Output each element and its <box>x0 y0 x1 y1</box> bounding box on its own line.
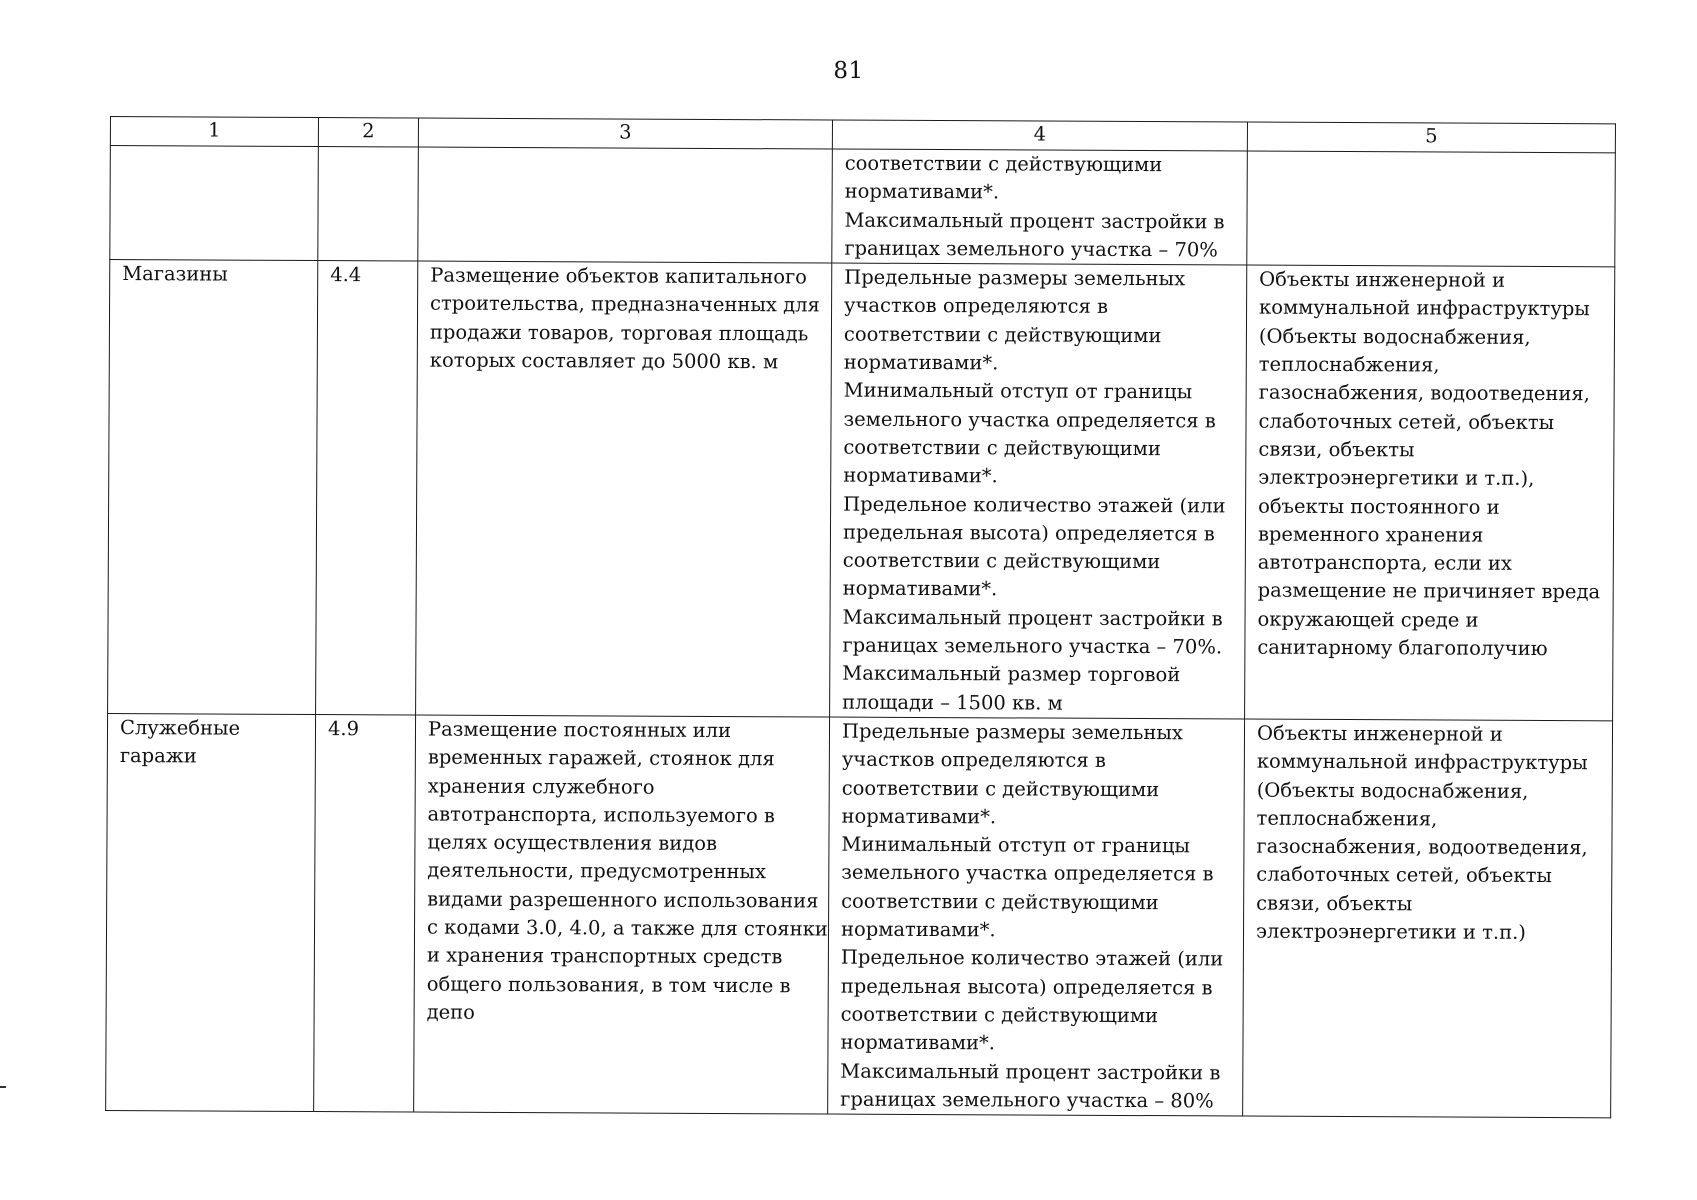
text-line: продажи товаров, торговая площадь <box>429 320 809 346</box>
text-line: электроэнергетики и т.п.), <box>1258 465 1535 491</box>
cell-auxiliary-uses <box>1243 719 1613 1118</box>
text-line: соответствии с действующими <box>841 776 1160 801</box>
cell-use-code <box>314 714 416 1112</box>
text-line: деятельности, предусмотренных <box>427 858 767 884</box>
text-line: Размещение постоянных или <box>427 717 732 742</box>
cell-use-name <box>108 260 318 715</box>
text-line: целях осуществления видов <box>427 830 718 856</box>
text-line: окружающей среде и <box>1257 607 1479 632</box>
column-header-4: 4 <box>832 120 1247 151</box>
text-line: предельная высота) определяется в <box>840 974 1213 1000</box>
text-line: (Объекты водоснабжения, <box>1258 324 1531 349</box>
text-line: Предельные размеры земельных <box>844 265 1186 291</box>
text-line: соответствии с действующими <box>841 889 1159 914</box>
cell-use-description <box>416 261 832 717</box>
text-line: Предельные размеры земельных <box>841 719 1183 745</box>
text-line: электроэнергетики и т.п.) <box>1255 919 1526 944</box>
page-number: 81 <box>833 58 864 84</box>
text-line: нормативами*. <box>841 804 997 829</box>
text-line: нормативами*. <box>842 577 998 601</box>
text-line: слаботочных сетей, объекты <box>1256 863 1553 888</box>
text-line: гаражи <box>119 744 197 768</box>
cell-use-name <box>106 713 316 1111</box>
cell-use-parameters <box>830 263 1247 719</box>
text-line: депо <box>426 1000 475 1024</box>
text-line: связи, объекты <box>1256 891 1413 916</box>
text-line: соответствии с действующими <box>842 548 1161 574</box>
text-line: Максимальный процент застройки в <box>840 1059 1221 1084</box>
cell-use-description <box>414 715 830 1114</box>
text-line: Объекты инженерной и <box>1256 721 1503 746</box>
text-line: видами разрешенного использования <box>427 887 819 913</box>
text-line: участков определяются в <box>844 294 1109 319</box>
text-line: 4.4 <box>330 263 362 287</box>
zoning-table <box>105 116 1616 1118</box>
cell-use-parameters <box>832 149 1248 265</box>
column-header-1: 1 <box>110 117 318 147</box>
cell-auxiliary-uses <box>1245 265 1615 721</box>
cell-use-code <box>316 261 418 715</box>
text-line: связи, объекты <box>1258 437 1415 462</box>
text-line: соответствии с действующими <box>843 322 1162 347</box>
text-line: объекты постоянного и <box>1258 494 1500 519</box>
text-line: общего пользования, в том числе в <box>426 972 791 997</box>
text-line: соответствии с действующими <box>840 1002 1159 1028</box>
table-row-continuation <box>110 146 1616 268</box>
text-line: границах земельного участка – 70%. <box>842 633 1223 659</box>
text-line: автотранспорта, если их <box>1257 550 1512 576</box>
cell-use-parameters <box>828 717 1245 1116</box>
text-line: Предельное количество этажей (или <box>840 945 1224 971</box>
text-line: предельная высота) определяется в <box>842 520 1215 546</box>
text-line: Служебные <box>119 715 241 740</box>
text-line: границах земельного участка – 70% <box>844 236 1218 262</box>
text-line: с кодами 3.0, 4.0, а также для стоянки <box>426 915 828 941</box>
column-header-3: 3 <box>418 118 832 149</box>
scan-edge-mark <box>0 1086 6 1088</box>
text-line: Минимальный отступ от границы <box>841 832 1190 858</box>
text-line: газоснабжения, водоотведения, <box>1258 380 1590 406</box>
text-line: соответствии с действующими <box>843 435 1161 461</box>
cell-use-description <box>418 147 833 263</box>
text-line: размещение не причиняет вреда <box>1257 579 1601 604</box>
text-line: участков определяются в <box>841 747 1106 773</box>
text-line: Максимальный процент застройки в <box>842 605 1223 631</box>
text-line: Максимальный процент застройки в <box>844 208 1225 234</box>
text-line: коммунальной инфраструктуры <box>1256 749 1588 775</box>
text-line: теплоснабжения, <box>1256 806 1438 831</box>
column-header-5: 5 <box>1247 122 1615 153</box>
text-line: нормативами*. <box>843 463 998 488</box>
text-line: Размещение объектов капитального <box>430 263 808 289</box>
cell-auxiliary-uses <box>1247 151 1616 267</box>
text-line: слаботочных сетей, объекты <box>1258 409 1555 434</box>
text-line: газоснабжения, водоотведения, <box>1256 834 1588 860</box>
column-header-2: 2 <box>318 118 418 147</box>
text-line: нормативами*. <box>844 179 1000 204</box>
text-line: нормативами*. <box>840 1030 996 1055</box>
table-row-shops <box>108 260 1615 721</box>
text-line: земельного участка определяется в <box>841 861 1214 886</box>
text-line: строительства, предназначенных для <box>430 292 820 317</box>
text-line: хранения служебного <box>427 774 655 799</box>
text-line: 4.9 <box>327 717 360 741</box>
text-line: Предельное количество этажей (или <box>843 492 1226 518</box>
text-line: границах земельного участка – 80% <box>840 1087 1214 1113</box>
text-line: временных гаражей, стоянок для <box>427 745 775 771</box>
text-line: и хранения транспортных средств <box>426 943 783 969</box>
text-line: нормативами*. <box>840 917 996 942</box>
text-line: соответствии с действующими <box>844 151 1163 177</box>
text-line: коммунальной инфраструктуры <box>1259 296 1590 321</box>
text-line: Максимальный размер торговой <box>842 661 1181 687</box>
text-line: земельного участка определяется в <box>843 407 1216 433</box>
text-line: нормативами*. <box>843 350 999 375</box>
cell-use-name <box>110 146 319 261</box>
text-line: автотранспорта, используемого в <box>427 802 775 828</box>
table-row-service-garages <box>106 713 1613 1118</box>
text-line: Объекты инженерной и <box>1259 267 1506 293</box>
text-line: Минимальный отступ от границы <box>843 378 1193 404</box>
text-line: санитарному благополучию <box>1257 635 1548 661</box>
text-line: теплоснабжения, <box>1258 352 1440 377</box>
text-line: площади – 1500 кв. м <box>842 690 1063 715</box>
text-line: временного хранения <box>1257 522 1484 547</box>
cell-use-code <box>318 147 419 262</box>
text-line: Магазины <box>122 262 228 286</box>
text-line: (Объекты водоснабжения, <box>1256 778 1529 803</box>
text-line: которых составляет до 5000 кв. м <box>429 348 779 374</box>
